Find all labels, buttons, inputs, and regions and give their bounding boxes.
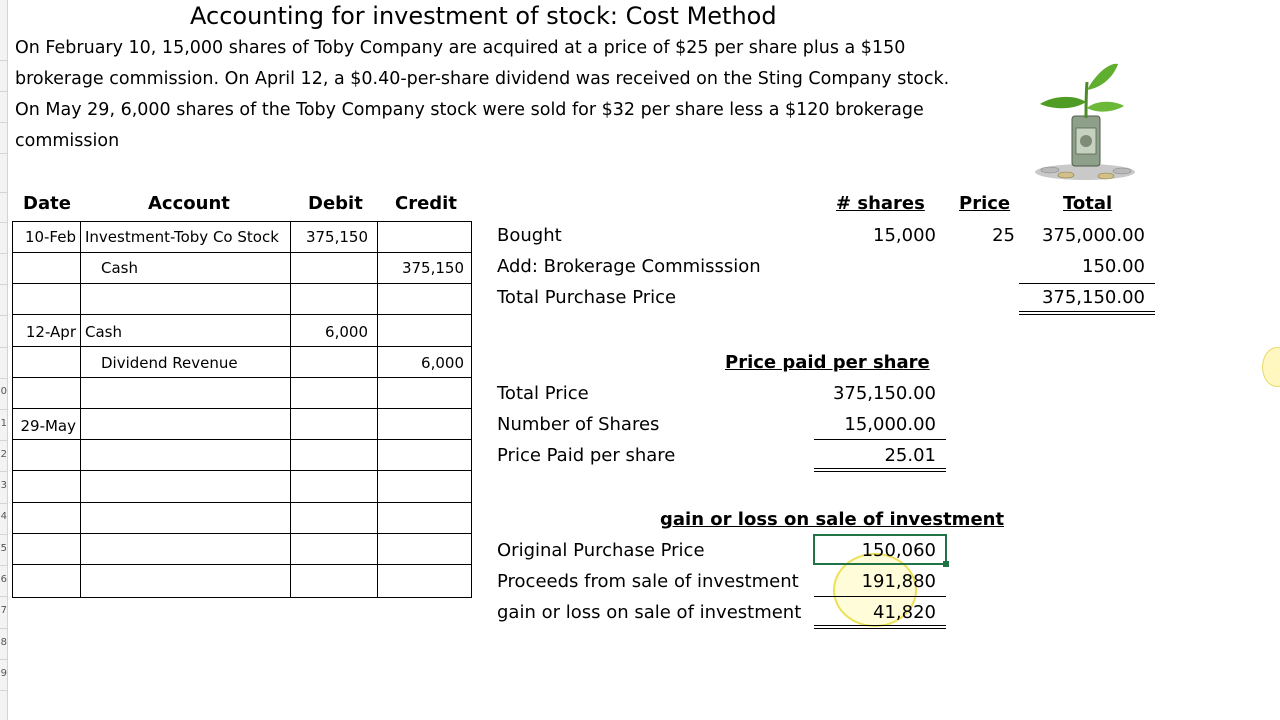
row-number[interactable]: 4 <box>0 511 7 522</box>
double-underline <box>814 471 946 472</box>
journal-header-debit: Debit <box>308 193 363 214</box>
bought-total[interactable]: 375,000.00 <box>1041 225 1145 246</box>
row-number[interactable]: 0 <box>0 386 7 397</box>
journal-col-divider <box>377 221 378 598</box>
row-header-divider <box>0 347 7 348</box>
number-shares-value[interactable]: 15,000.00 <box>844 414 936 435</box>
row-header-divider <box>0 315 7 316</box>
journal-col-divider <box>80 221 81 598</box>
page-title: Accounting for investment of stock: Cost Method <box>190 2 777 30</box>
row-header-divider <box>0 659 7 660</box>
row-header-divider <box>0 153 7 154</box>
row-number[interactable]: 3 <box>0 480 7 491</box>
double-underline <box>814 628 946 629</box>
journal-border-bottom <box>12 597 472 598</box>
bought-price[interactable]: 25 <box>992 225 1015 246</box>
journal-row-divider <box>12 314 472 315</box>
gain-loss-label: gain or loss on sale of investment <box>497 602 802 623</box>
journal-row-divider <box>12 346 472 347</box>
problem-text-line: On May 29, 6,000 shares of the Toby Company stock were sold for $32 per share less a $120 brokerage <box>15 100 924 120</box>
journal-row-divider <box>12 377 472 378</box>
journal-cell-credit[interactable]: 375,150 <box>401 259 464 277</box>
problem-text-line: commission <box>15 131 120 151</box>
sum-underline <box>814 439 946 440</box>
price-per-share-label: Price Paid per share <box>497 445 676 466</box>
total-purchase-value[interactable]: 375,150.00 <box>1041 287 1145 308</box>
commission-total[interactable]: 150.00 <box>1082 256 1145 277</box>
row-header-divider <box>0 534 7 535</box>
sum-underline <box>1019 283 1155 284</box>
original-price-label: Original Purchase Price <box>497 540 705 561</box>
journal-cell-date[interactable]: 10-Feb <box>24 228 76 246</box>
purchase-header-total: Total <box>1063 193 1113 214</box>
total-price-label: Total Price <box>497 383 589 404</box>
problem-text-line: On February 10, 15,000 shares of Toby Company are acquired at a price of $25 per share plus a $150 <box>15 38 906 58</box>
bought-label: Bought <box>497 225 562 246</box>
row-header-divider <box>0 596 7 597</box>
journal-row-divider <box>12 283 472 284</box>
row-number[interactable]: 6 <box>0 574 7 585</box>
row-header-divider <box>0 565 7 566</box>
row-header-divider <box>0 91 7 92</box>
purchase-header-shares: # shares <box>836 193 925 214</box>
journal-header-credit: Credit <box>395 193 457 214</box>
row-header-divider <box>0 222 7 223</box>
journal-row-divider <box>12 533 472 534</box>
sum-underline <box>814 596 946 597</box>
journal-row-divider <box>12 252 472 253</box>
problem-text-line: brokerage commission. On April 12, a $0.40-per-share dividend was received on the Sting Company stock. <box>15 69 950 89</box>
row-number[interactable]: 1 <box>0 418 7 429</box>
journal-row-divider <box>12 470 472 471</box>
journal-col-divider <box>290 221 291 598</box>
purchase-header-price: Price <box>959 193 1011 214</box>
row-header-divider <box>0 471 7 472</box>
row-header-divider <box>0 192 7 193</box>
money-plant-icon <box>1030 60 1140 185</box>
double-underline <box>814 468 946 469</box>
journal-cell-credit[interactable]: 6,000 <box>421 354 464 372</box>
row-number[interactable]: 7 <box>0 605 7 616</box>
double-underline <box>1019 311 1155 312</box>
journal-border-right <box>471 221 472 598</box>
total-purchase-label: Total Purchase Price <box>497 287 677 308</box>
row-header-divider <box>0 378 7 379</box>
row-header-divider <box>0 628 7 629</box>
row-header-divider <box>0 690 7 691</box>
original-price-value[interactable]: 150,060 <box>861 540 936 561</box>
journal-row-divider <box>12 502 472 503</box>
row-header-divider <box>0 284 7 285</box>
row-header-divider <box>0 122 7 123</box>
row-header-divider <box>0 503 7 504</box>
number-shares-label: Number of Shares <box>497 414 660 435</box>
row-header-divider <box>0 60 7 61</box>
bought-shares[interactable]: 15,000 <box>873 225 936 246</box>
row-number[interactable]: 8 <box>0 637 7 648</box>
gain-loss-heading: gain or loss on sale of investment <box>660 509 1005 530</box>
journal-cell-account[interactable]: Dividend Revenue <box>101 354 238 372</box>
journal-cell-date[interactable]: 29-May <box>20 417 76 435</box>
per-share-heading: Price paid per share <box>725 352 930 373</box>
row-number[interactable]: 2 <box>0 449 7 460</box>
journal-cell-debit[interactable]: 375,150 <box>305 228 368 246</box>
journal-row-divider <box>12 564 472 565</box>
price-per-share-value[interactable]: 25.01 <box>884 445 936 466</box>
journal-header-date: Date <box>23 193 71 214</box>
commission-label: Add: Brokerage Commisssion <box>497 256 761 277</box>
row-header-divider <box>0 409 7 410</box>
journal-row-divider <box>12 439 472 440</box>
journal-cell-debit[interactable]: 6,000 <box>325 323 368 341</box>
journal-cell-account[interactable]: Investment-Toby Co Stock <box>85 228 279 246</box>
double-underline <box>1019 314 1155 315</box>
journal-cell-account[interactable]: Cash <box>85 323 122 341</box>
gain-loss-value[interactable]: 41,820 <box>873 602 936 623</box>
double-underline <box>814 625 946 626</box>
journal-row-divider <box>12 408 472 409</box>
journal-cell-date[interactable]: 12-Apr <box>25 323 76 341</box>
row-number[interactable]: 9 <box>0 668 7 679</box>
proceeds-label: Proceeds from sale of investment <box>497 571 799 592</box>
journal-header-account: Account <box>148 193 230 214</box>
fill-handle[interactable] <box>943 561 949 567</box>
journal-border-left <box>12 221 13 598</box>
scroll-highlight <box>1262 347 1280 387</box>
total-price-value[interactable]: 375,150.00 <box>832 383 936 404</box>
row-header-divider <box>0 440 7 441</box>
row-number[interactable]: 5 <box>0 543 7 554</box>
journal-cell-account[interactable]: Cash <box>101 259 138 277</box>
row-header-divider <box>0 253 7 254</box>
journal-border-top <box>12 221 472 222</box>
proceeds-value[interactable]: 191,880 <box>861 571 936 592</box>
